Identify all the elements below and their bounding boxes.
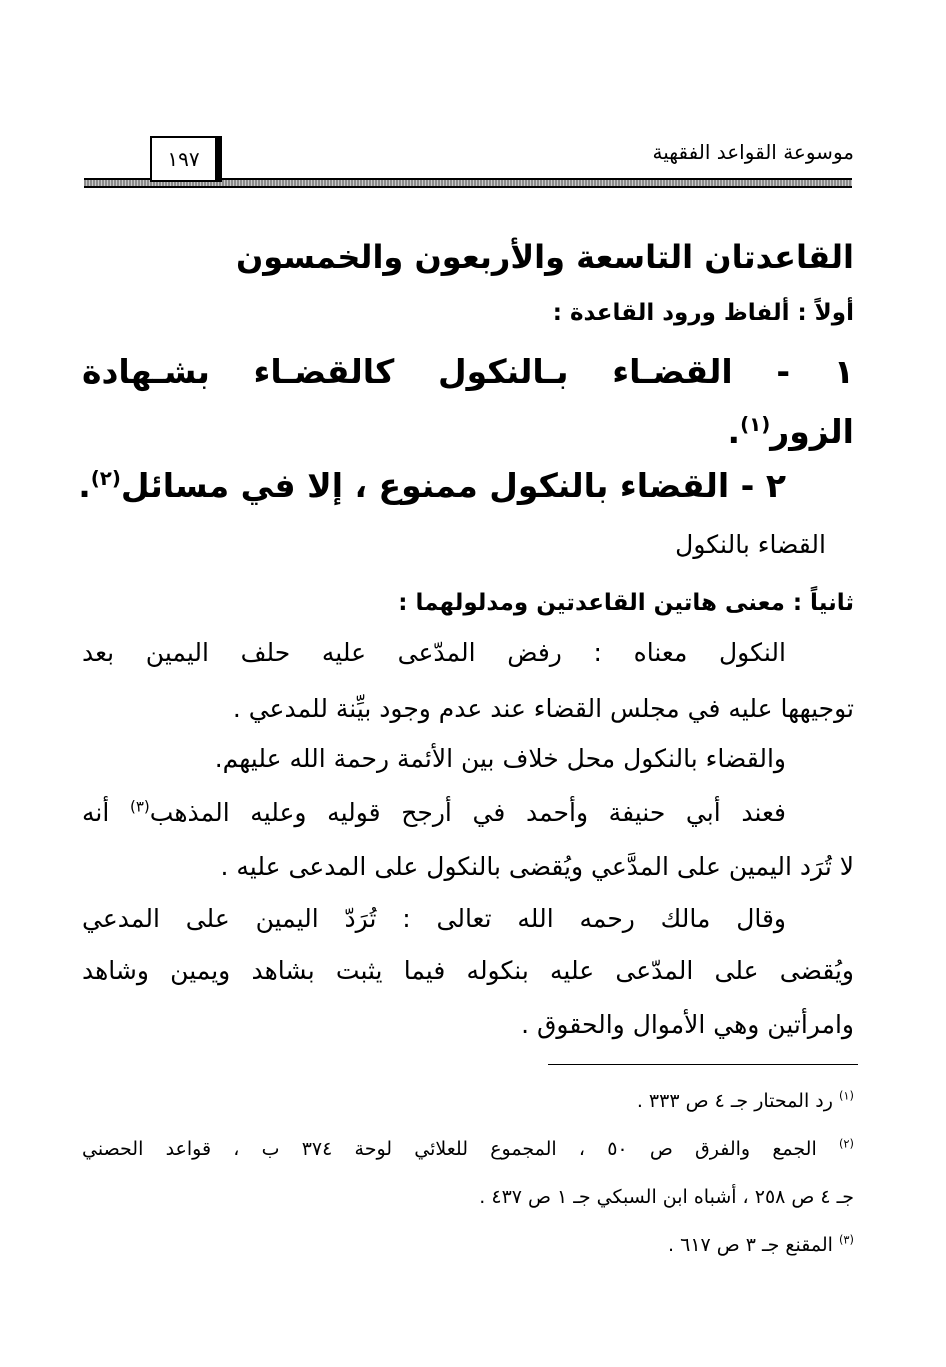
footnote-ref-3: (٣): [129, 797, 150, 816]
paragraph-3-text: فعند أبي حنيفة وأحمد في أرجح قوليه وعليه المذهب: [149, 798, 787, 827]
paragraph-1-line-1: النكول معناه : رفض المدّعى عليه حلف اليمين بعد: [82, 638, 786, 667]
rule-1-line-2: الزور$^{(١)}$.: [727, 412, 854, 451]
footnote-3-text: المقنع جـ ٣ ص ٦١٧ .: [668, 1234, 833, 1256]
paragraph-1-line-2: توجيهها عليه في مجلس القضاء عند عدم وجود بيِّنة للمدعي .: [232, 694, 854, 723]
footnote-separator: [548, 1064, 858, 1065]
paragraph-4-line-1: وقال مالك رحمه الله تعالى : تُرَدّ اليمين على المدعي: [82, 904, 786, 933]
footnote-ref-1: (١): [740, 413, 771, 436]
rule-2-text: ٢ - القضاء بالنكول ممنوع ، إلا في مسائل: [120, 466, 786, 505]
paragraph-3-line-1: [82, 798, 786, 827]
paragraph-3-tail: أنه: [82, 798, 110, 827]
rule-plain: القضاء بالنكول: [675, 530, 826, 559]
running-header-title: موسوعة القواعد الفقهية: [652, 140, 854, 164]
subsection-title-2: ثانياً : معنى هاتين القاعدتين ومدلولهما :: [398, 590, 854, 616]
footnote-ref-2: (٢): [90, 467, 121, 490]
footnote-2-text: الجمع والفرق ص ٥٠ ، المجموع للعلائي لوحة ٣٧٤ ب ، قواعد الحصني: [82, 1138, 817, 1160]
footnote-3: [668, 1234, 854, 1256]
footnote-2-mark: (٢): [838, 1136, 854, 1151]
paragraph-4-line-2: ويُقضى على المدّعى عليه بنكوله فيما يثبت بشاهد ويمين وشاهد: [82, 956, 854, 985]
subsection-title-1: أولاً : ألفاظ ورود القاعدة :: [552, 300, 854, 326]
footnote-1: [637, 1090, 854, 1112]
footnote-2-line-1: [82, 1138, 854, 1160]
footnote-1-text: رد المحتار جـ ٤ ص ٣٣٣ .: [636, 1090, 833, 1112]
rule-1-line-1: ١ - القضـاء بـالنكول كالقضـاء بشـهادة: [82, 352, 854, 391]
footnote-1-mark: (١): [838, 1088, 854, 1103]
paragraph-4-line-3: وامرأتين وهي الأموال والحقوق .: [521, 1010, 854, 1039]
footnote-3-mark: (٣): [838, 1232, 854, 1247]
paragraph-3-line-2: لا تُرَد اليمين على المدَّعي ويُقضى بالنكول على المدعى عليه .: [220, 852, 854, 881]
footnote-2-line-2: جـ ٤ ص ٢٥٨ ، أشباه ابن السبكي جـ ١ ص ٤٣٧ .: [479, 1186, 854, 1208]
section-heading: القاعدتان التاسعة والأربعون والخمسون: [235, 238, 854, 276]
rule-2: ٢ - القضاء بالنكول ممنوع ، إلا في مسائل$^{(٢)}$.: [78, 466, 786, 505]
page-number-box: [150, 136, 222, 182]
rule-1-text: الزور: [770, 412, 854, 451]
paragraph-2: والقضاء بالنكول محل خلاف بين الأئمة رحمة الله عليهم.: [214, 744, 786, 773]
page-number: ١٩٧: [167, 147, 200, 171]
